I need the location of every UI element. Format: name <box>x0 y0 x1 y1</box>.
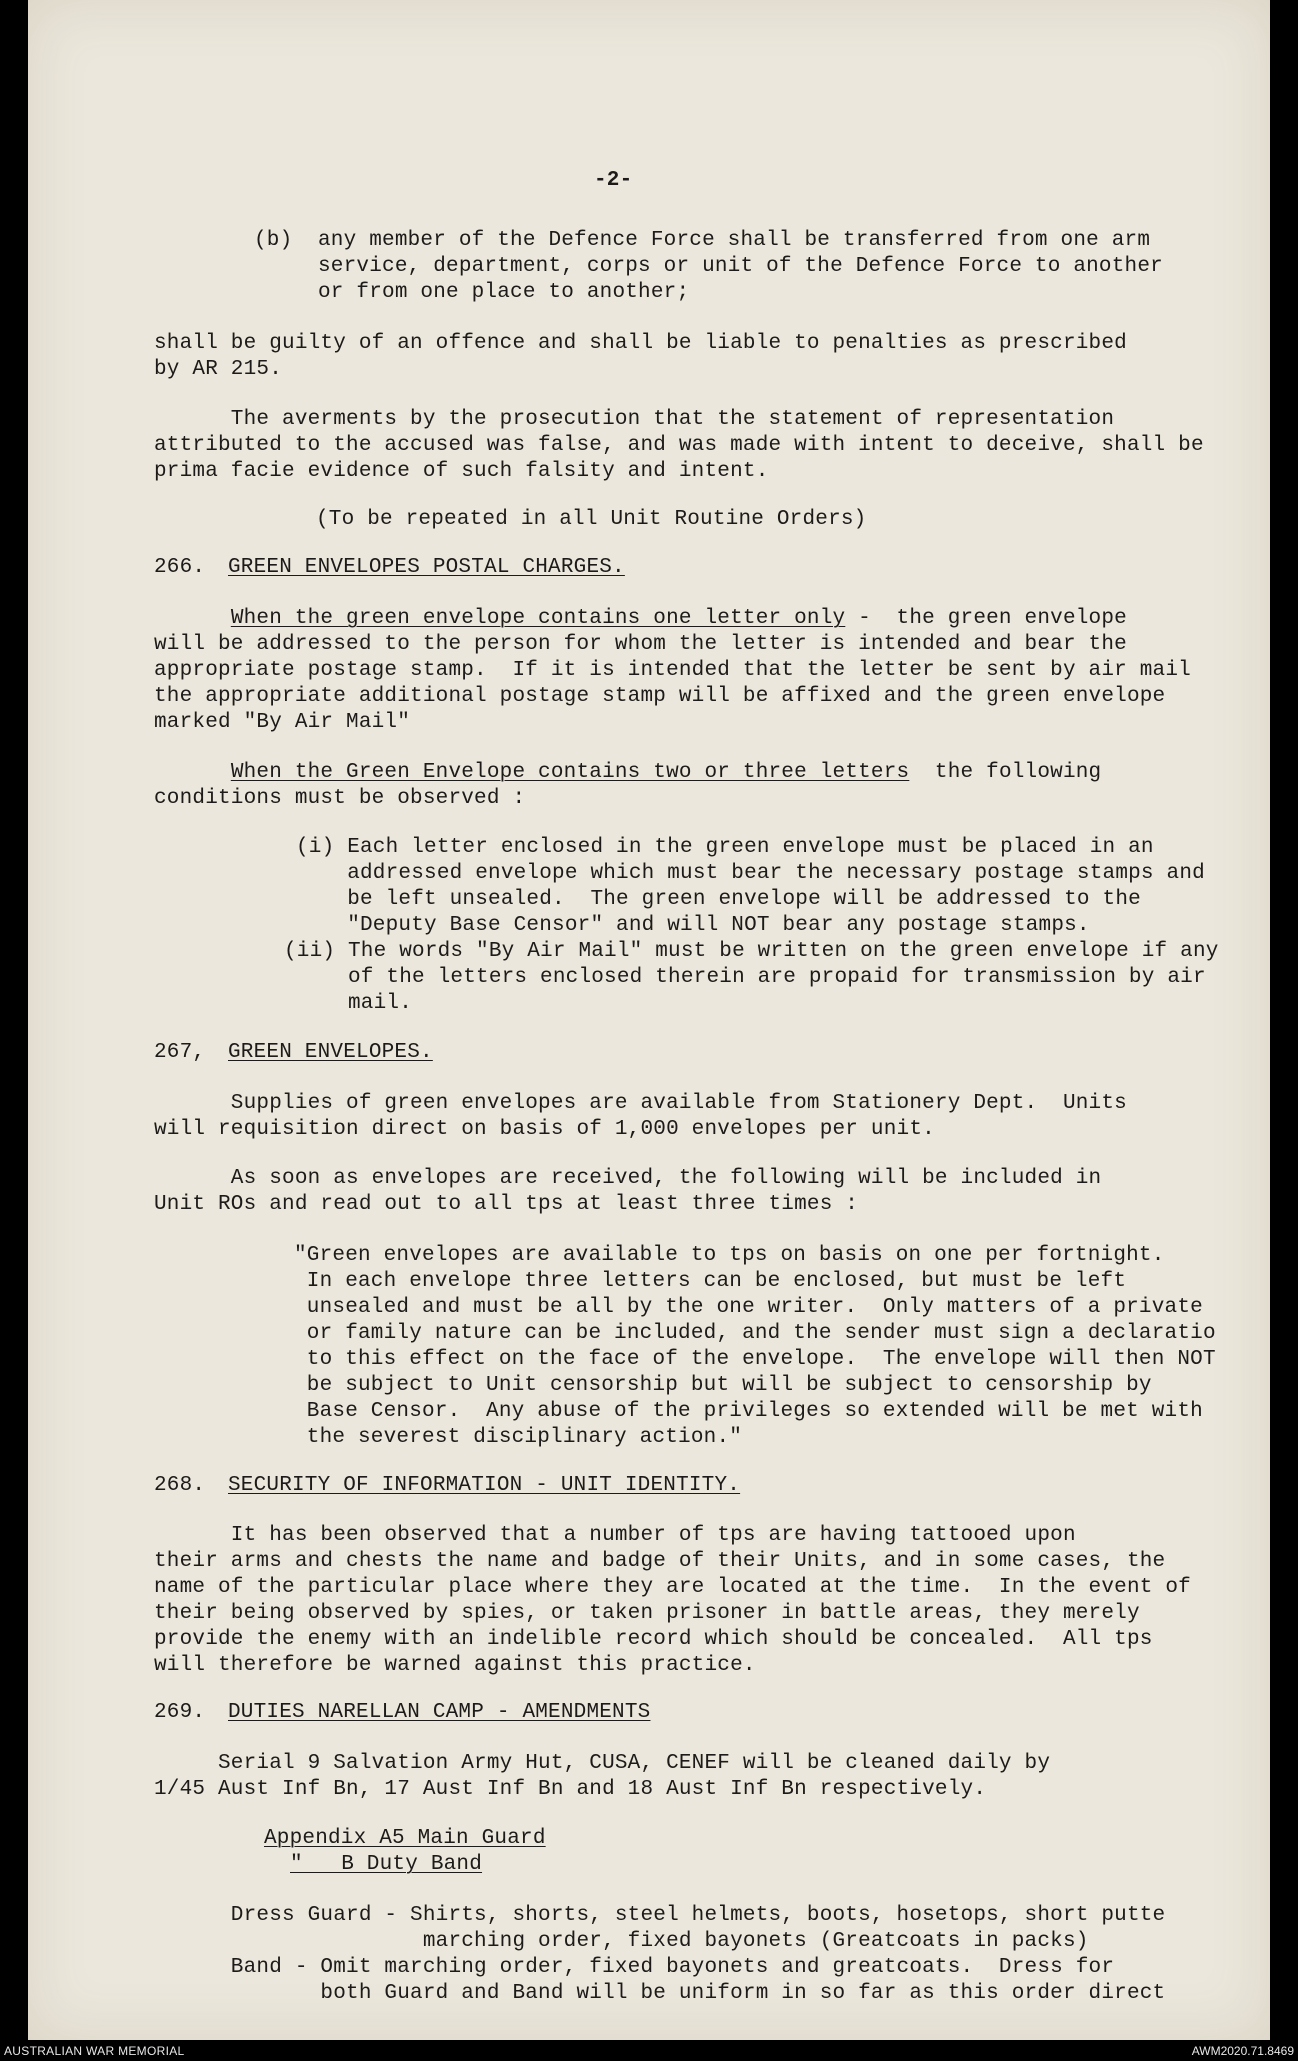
section-269-number: 269. <box>154 1701 206 1724</box>
quote267-line-1: "Green envelopes are available to tps on basis on one per fortnight. <box>294 1244 1165 1267</box>
averments-line-1: The averments by the prosecution that the statement of representation <box>154 408 1115 431</box>
quote267-line-7: Base Censor. Any abuse of the privileges so extended will be met with <box>294 1400 1203 1423</box>
p266a-line-3: appropriate postage stamp. If it is intended that the letter be sent by air mail <box>154 659 1191 682</box>
p269-line-2: 1/45 Aust Inf Bn, 17 Aust Inf Bn and 18 Aust Inf Bn respectively. <box>154 1778 987 1801</box>
section-268-number: 268. <box>154 1474 206 1497</box>
guilty-line-2: by AR 215. <box>154 358 283 381</box>
p267a-line-2: will requisition direct on basis of 1,000 envelopes per unit. <box>154 1118 935 1141</box>
p269-line-1: Serial 9 Salvation Army Hut, CUSA, CENEF will be cleaned daily by <box>154 1752 1051 1775</box>
list266-line-5: (ii) The words "By Air Mail" must be written on the green envelope if any <box>284 940 1219 963</box>
quote267-line-6: be subject to Unit censorship but will be subject to censorship by <box>294 1374 1152 1397</box>
appendix-line-2: " B Duty Band <box>290 1853 483 1876</box>
dress-line-3: Band - Omit marching order, fixed bayonets and greatcoats. Dress for <box>154 1956 1115 1979</box>
section-268-title: SECURITY OF INFORMATION - UNIT IDENTITY. <box>228 1474 741 1497</box>
p267b-line-2: Unit ROs and read out to all tps at least three times : <box>154 1193 859 1216</box>
p266b-line-1 <box>154 760 1101 786</box>
p266a-line-4: the appropriate additional postage stamp will be affixed and the green envelope <box>154 685 1166 708</box>
list266-line-1: (i) Each letter enclosed in the green envelope must be placed in an <box>296 836 1154 859</box>
p266a-underlined: When the green envelope contains one letter only <box>230 607 846 630</box>
p268-line-6: will therefore be warned against this practice. <box>154 1654 756 1677</box>
guilty-line-1: shall be guilty of an offence and shall be liable to penalties as prescribed <box>154 332 1127 355</box>
averments-line-3: prima facie evidence of such falsity and intent. <box>154 460 769 483</box>
repeated-note: (To be repeated in all Unit Routine Orders) <box>316 508 867 531</box>
section-267-number: 267, <box>154 1041 206 1064</box>
list266-line-7: mail. <box>284 992 413 1015</box>
quote267-line-8: the severest disciplinary action." <box>294 1426 743 1449</box>
p268-line-3: name of the particular place where they are located at the time. In the event of <box>154 1576 1191 1599</box>
averments-line-2: attributed to the accused was false, and was made with intent to deceive, shall be <box>154 434 1204 457</box>
item-b-line-3: or from one place to another; <box>254 281 690 304</box>
p266a-line-5: marked "By Air Mail" <box>154 711 411 734</box>
section-269-title: DUTIES NARELLAN CAMP - AMENDMENTS <box>228 1701 651 1724</box>
footer-accession: AWM2020.71.8469 <box>1191 2044 1294 2058</box>
document-page <box>28 0 1270 2040</box>
p266b-line-1-rest: the following <box>909 761 1102 784</box>
p268-line-2: their arms and chests the name and badge of their Units, and in some cases, the <box>154 1550 1166 1573</box>
p266a-line-1-rest: - the green envelope <box>845 607 1127 630</box>
dress-line-1: Dress Guard - Shirts, shorts, steel helmets, boots, hosetops, short putte <box>154 1904 1166 1927</box>
list266-line-4: "Deputy Base Censor" and will NOT bear any postage stamps. <box>296 914 1090 937</box>
p267b-line-1: As soon as envelopes are received, the following will be included in <box>154 1167 1102 1190</box>
item-b-line-2: service, department, corps or unit of the Defence Force to another <box>254 255 1163 278</box>
p266b-line-2: conditions must be observed : <box>154 787 526 810</box>
item-b-line-1: (b) any member of the Defence Force shall be transferred from one arm <box>254 229 1151 252</box>
footer-source: AUSTRALIAN WAR MEMORIAL <box>4 2044 185 2058</box>
section-266-number: 266. <box>154 556 206 579</box>
p267a-line-1: Supplies of green envelopes are available from Stationery Dept. Units <box>154 1092 1127 1115</box>
list266-line-3: be left unsealed. The green envelope will be addressed to the <box>296 888 1141 911</box>
archive-footer <box>0 2040 1298 2061</box>
section-266-title: GREEN ENVELOPES POSTAL CHARGES. <box>228 556 625 579</box>
list266-line-6: of the letters enclosed therein are propaid for transmission by air <box>284 966 1206 989</box>
quote267-line-4: or family nature can be included, and the sender must sign a declaratio <box>294 1322 1216 1345</box>
p266b-underlined: When the Green Envelope contains two or three letters <box>230 761 910 784</box>
p268-line-5: provide the enemy with an indelible record which should be concealed. All tps <box>154 1628 1153 1651</box>
list266-line-2: addressed envelope which must bear the necessary postage stamps and <box>296 862 1205 885</box>
quote267-line-3: unsealed and must be all by the one writer. Only matters of a private <box>294 1296 1203 1319</box>
p266a-line-2: will be addressed to the person for whom the letter is intended and bear the <box>154 633 1127 656</box>
appendix-line-1: Appendix A5 Main Guard <box>264 1827 546 1850</box>
p266a-line-1 <box>154 606 1127 632</box>
page-number: -2- <box>594 169 633 192</box>
dress-line-4: both Guard and Band will be uniform in so far as this order direct <box>154 1982 1166 2005</box>
section-267-title: GREEN ENVELOPES. <box>228 1041 433 1064</box>
p268-line-4: their being observed by spies, or taken prisoner in battle areas, they merely <box>154 1602 1140 1625</box>
p268-line-1: It has been observed that a number of tps are having tattooed upon <box>154 1524 1076 1547</box>
quote267-line-2: In each envelope three letters can be enclosed, but must be left <box>294 1270 1127 1293</box>
quote267-line-5: to this effect on the face of the envelope. The envelope will then NOT <box>294 1348 1216 1371</box>
dress-line-2: marching order, fixed bayonets (Greatcoats in packs) <box>154 1930 1089 1953</box>
